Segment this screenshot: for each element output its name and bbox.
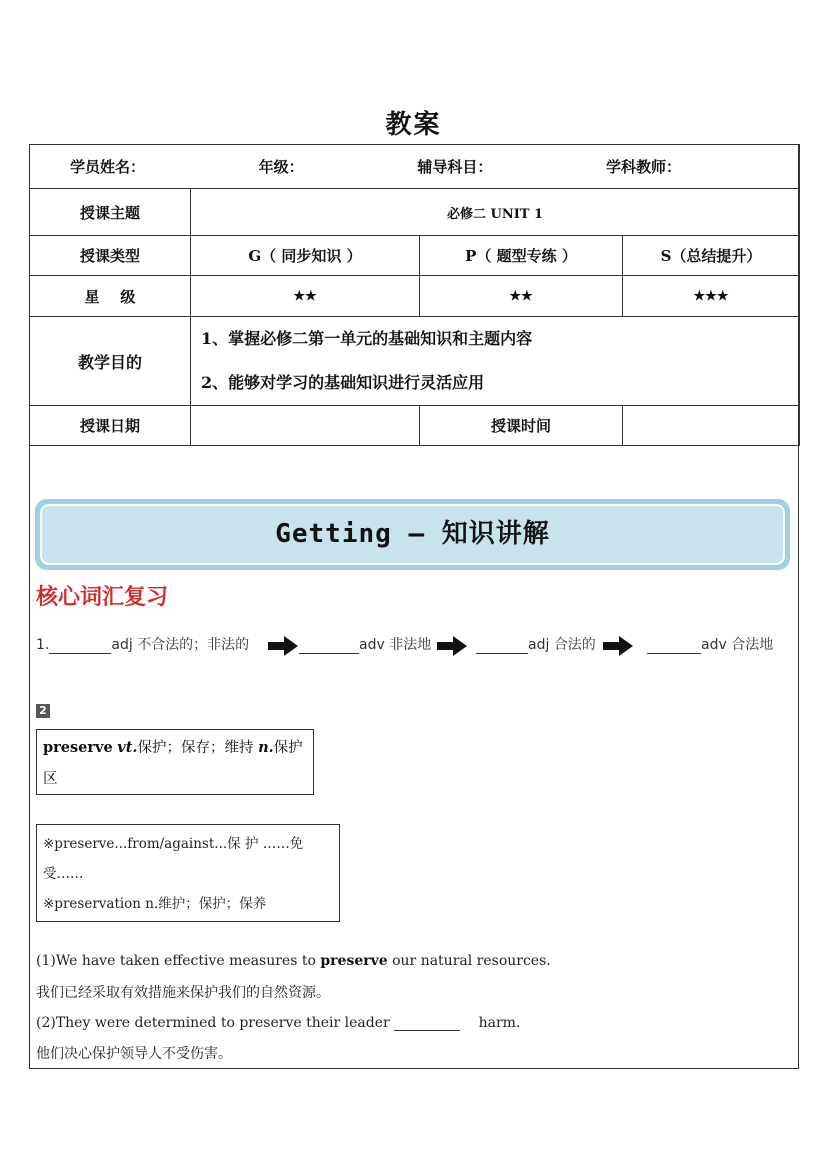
star-p: ★★ xyxy=(420,276,623,317)
type-p: P（ 题型专练 ） xyxy=(420,236,623,276)
pos-1: vt. xyxy=(117,739,138,756)
date-value xyxy=(191,406,420,446)
section-banner xyxy=(35,499,790,570)
star-row xyxy=(30,276,800,317)
arrow-right-icon xyxy=(437,636,467,656)
topic-value: 必修二 UNIT 1 xyxy=(191,189,800,236)
vocab-number: 1. xyxy=(36,637,50,653)
type-s: S（总结提升） xyxy=(623,236,800,276)
meaning-1: 保护；保存；维持 xyxy=(137,740,259,756)
goal-1: 1、掌握必修二第一单元的基础知识和主题内容 xyxy=(201,329,533,348)
example-1-bold: preserve xyxy=(320,953,388,969)
banner-text: Getting — 知识讲解 xyxy=(40,504,785,565)
vocab-blank-3 xyxy=(476,653,528,654)
time-label: 授课时间 xyxy=(420,406,623,446)
pos-2: n. xyxy=(258,739,274,756)
item-number-badge: 2 xyxy=(36,704,50,718)
star-g: ★★ xyxy=(191,276,420,317)
word-definition-box xyxy=(36,729,314,795)
goal-2: 2、能够对学习的基础知识进行灵活应用 xyxy=(201,373,485,392)
phrase-line-1: ※preserve...from/against...保 护 ……免受…… xyxy=(43,836,304,882)
vocab-item-3 xyxy=(476,634,596,654)
vocab-item-1 xyxy=(36,634,249,654)
phrase-line-2: ※preservation n.维护；保护；保养 xyxy=(43,896,267,912)
star-s: ★★★ xyxy=(623,276,800,317)
document-title: 教案 xyxy=(385,110,442,140)
example-2-translation: 他们决心保护领导人不受伤害。 xyxy=(36,1046,232,1062)
meaning-2: 保护区 xyxy=(43,740,303,787)
vocab-text-3: adj 合法的 xyxy=(528,637,596,653)
section-title: 核心词汇复习 xyxy=(36,584,169,610)
word: preserve xyxy=(43,739,113,756)
star-label: 星 级 xyxy=(30,276,191,317)
vocab-text-2: adv 非法地 xyxy=(359,637,432,653)
example-1-before: (1)We have taken effective measures to xyxy=(36,953,321,969)
topic-label: 授课主题 xyxy=(30,189,191,236)
example-1-after: our natural resources. xyxy=(387,953,551,969)
student-name-label: 学员姓名： xyxy=(70,158,146,176)
arrow-right-icon xyxy=(603,636,633,656)
example-2-before: (2)They were determined to preserve their leader xyxy=(36,1015,395,1031)
type-label: 授课类型 xyxy=(30,236,191,276)
topic-row xyxy=(30,189,800,236)
vocab-blank-4 xyxy=(647,653,701,654)
teacher-label: 学科教师： xyxy=(605,158,681,176)
header-row xyxy=(30,145,800,189)
time-value xyxy=(623,406,800,446)
vocab-blank-1 xyxy=(49,653,111,654)
example-1 xyxy=(36,953,551,969)
vocab-item-4 xyxy=(647,634,773,654)
type-row xyxy=(30,236,800,276)
example-1-translation: 我们已经采取有效措施来保护我们的自然资源。 xyxy=(36,985,330,1001)
date-row xyxy=(30,406,800,446)
date-label: 授课日期 xyxy=(30,406,191,446)
lesson-info-table xyxy=(29,144,800,446)
subject-label: 辅导科目： xyxy=(417,158,493,176)
vocab-item-2 xyxy=(299,634,431,654)
vocab-text-4: adv 合法地 xyxy=(701,637,774,653)
example-2 xyxy=(36,1014,520,1031)
goal-row xyxy=(30,317,800,406)
vocab-text-1: adj 不合法的；非法的 xyxy=(111,637,250,653)
arrow-right-icon xyxy=(268,636,298,656)
goal-label: 教学目的 xyxy=(30,317,191,406)
example-2-after: harm. xyxy=(474,1015,521,1031)
example-2-blank xyxy=(394,1014,460,1031)
grade-label: 年级： xyxy=(258,158,304,176)
type-g: G（ 同步知识 ） xyxy=(191,236,420,276)
vocab-blank-2 xyxy=(299,653,359,654)
phrase-box xyxy=(36,824,340,922)
